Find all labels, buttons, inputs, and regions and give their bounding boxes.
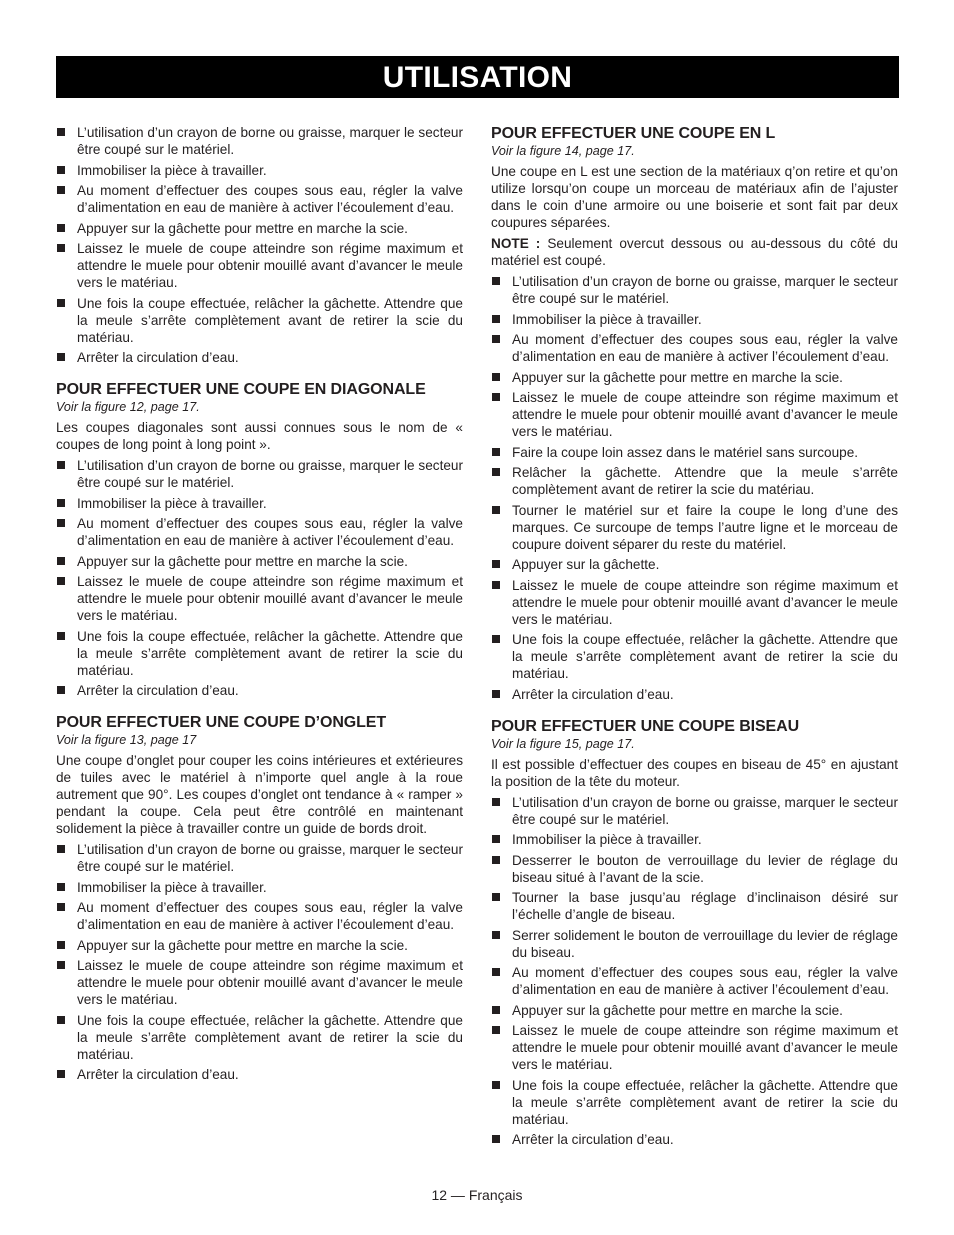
figure-reference: Voir la figure 12, page 17. bbox=[56, 400, 200, 414]
right-column bbox=[491, 124, 898, 1152]
list-item: Appuyer sur la gâchette. bbox=[491, 556, 898, 573]
square-bullet-icon bbox=[57, 941, 65, 949]
list-item: Laissez le muele de coupe atteindre son régime maximum et attendre le muele pour obtenir mouillé avant d’avancer le meule vers le matériau. bbox=[56, 957, 463, 1008]
list-item: Tourner le matériel sur et faire la coupe le long d’une des marques. Ce surcoupe de temps l’autre ligne et le morceau de coupure doivent séparer du reste du matériel. bbox=[491, 502, 898, 553]
square-bullet-icon bbox=[57, 224, 65, 232]
section-paragraph: Une coupe en L est une section de la matériaux q’on retire et qu’on utilize lorsqu’on coupe un morceau de matériaux afin de l’ajuster dans le coin d’une armoire ou une boiserie et sont fait par deux coupures séparées. bbox=[491, 164, 898, 230]
list-item: Appuyer sur la gâchette pour mettre en marche la scie. bbox=[491, 1002, 898, 1019]
list-item: Au moment d’effectuer des coupes sous eau, régler la valve d’alimentation en eau de manière à activer l’écoulement d’eau. bbox=[56, 899, 463, 933]
note-label: NOTE : bbox=[491, 236, 541, 251]
list-item: Au moment d’effectuer des coupes sous eau, régler la valve d’alimentation en eau de manière à activer l’écoulement d’eau. bbox=[56, 515, 463, 549]
square-bullet-icon bbox=[492, 1081, 500, 1089]
square-bullet-icon bbox=[492, 690, 500, 698]
list-item: Au moment d’effectuer des coupes sous eau, régler la valve d’alimentation en eau de manière à activer l’écoulement d’eau. bbox=[56, 182, 463, 216]
figure-reference: Voir la figure 14, page 17. bbox=[491, 144, 635, 158]
list-item: Arrêter la circulation d’eau. bbox=[56, 349, 463, 366]
square-bullet-icon bbox=[492, 373, 500, 381]
square-bullet-icon bbox=[57, 883, 65, 891]
square-bullet-icon bbox=[492, 560, 500, 568]
list-item: Laissez le muele de coupe atteindre son régime maximum et attendre le muele pour obtenir mouillé avant d’avancer le meule vers le matériau. bbox=[56, 240, 463, 291]
list-item: L’utilisation d’un crayon de borne ou graisse, marquer le secteur être coupé sur le matériel. bbox=[56, 124, 463, 158]
square-bullet-icon bbox=[57, 519, 65, 527]
list-item: Arrêter la circulation d’eau. bbox=[56, 682, 463, 699]
square-bullet-icon bbox=[57, 353, 65, 361]
square-bullet-icon bbox=[57, 499, 65, 507]
square-bullet-icon bbox=[492, 931, 500, 939]
square-bullet-icon bbox=[492, 968, 500, 976]
list-item: Serrer solidement le bouton de verrouillage du levier de réglage du biseau. bbox=[491, 927, 898, 961]
square-bullet-icon bbox=[492, 1135, 500, 1143]
square-bullet-icon bbox=[492, 315, 500, 323]
list-item: L’utilisation d’un crayon de borne ou graisse, marquer le secteur être coupé sur le matériel. bbox=[56, 457, 463, 491]
list-item: Appuyer sur la gâchette pour mettre en marche la scie. bbox=[56, 220, 463, 237]
bullet-list bbox=[56, 841, 463, 1083]
list-item: Laissez le muele de coupe atteindre son régime maximum et attendre le muele pour obtenir mouillé avant d’avancer le meule vers le matériau. bbox=[491, 1022, 898, 1073]
list-item: Immobiliser la pièce à travailler. bbox=[56, 162, 463, 179]
bullet-list bbox=[491, 794, 898, 1149]
section-diagonale bbox=[56, 380, 463, 699]
list-item: Desserrer le bouton de verrouillage du levier de réglage du biseau situé à l’avant de la scie. bbox=[491, 852, 898, 886]
square-bullet-icon bbox=[57, 961, 65, 969]
square-bullet-icon bbox=[492, 581, 500, 589]
square-bullet-icon bbox=[57, 557, 65, 565]
square-bullet-icon bbox=[57, 903, 65, 911]
bullet-list bbox=[491, 273, 898, 703]
list-item: L’utilisation d’un crayon de borne ou graisse, marquer le secteur être coupé sur le matériel. bbox=[491, 794, 898, 828]
section-heading: POUR EFFECTUER UNE COUPE D’ONGLET bbox=[56, 714, 387, 731]
list-item: Appuyer sur la gâchette pour mettre en marche la scie. bbox=[56, 553, 463, 570]
list-item: L’utilisation d’un crayon de borne ou graisse, marquer le secteur être coupé sur le matériel. bbox=[56, 841, 463, 875]
section-paragraph: Il est possible d’effectuer des coupes en biseau de 45° en ajustant la position de la tête du moteur. bbox=[491, 756, 898, 789]
list-item: Appuyer sur la gâchette pour mettre en marche la scie. bbox=[56, 937, 463, 954]
list-item: Une fois la coupe effectuée, relâcher la gâchette. Attendre que la meule s’arrête complètement avant de retirer la scie du matériau. bbox=[56, 628, 463, 679]
square-bullet-icon bbox=[492, 798, 500, 806]
list-item: L’utilisation d’un crayon de borne ou graisse, marquer le secteur être coupé sur le matériel. bbox=[491, 273, 898, 307]
left-column bbox=[56, 124, 463, 1087]
list-item: Faire la coupe loin assez dans le matériel sans surcoupe. bbox=[491, 444, 898, 461]
square-bullet-icon bbox=[492, 448, 500, 456]
list-item: Au moment d’effectuer des coupes sous eau, régler la valve d’alimentation en eau de manière à activer l’écoulement d’eau. bbox=[491, 964, 898, 998]
list-item: Une fois la coupe effectuée, relâcher la gâchette. Attendre que la meule s’arrête complètement avant de retirer la scie du matériau. bbox=[56, 1012, 463, 1063]
intro-bullet-list bbox=[56, 124, 463, 366]
list-item: Immobiliser la pièce à travailler. bbox=[491, 831, 898, 848]
note-paragraph bbox=[491, 235, 898, 269]
square-bullet-icon bbox=[492, 893, 500, 901]
section-paragraph: Les coupes diagonales sont aussi connues sous le nom de « coupes de long point à long point ». bbox=[56, 420, 463, 452]
list-item: Laissez le muele de coupe atteindre son régime maximum et attendre le muele pour obtenir mouillé avant d’avancer le meule vers le matériau. bbox=[491, 389, 898, 440]
square-bullet-icon bbox=[57, 632, 65, 640]
note-text: Seulement overcut dessous ou au-dessous du côté du matériel est coupé. bbox=[491, 236, 898, 268]
section-paragraph: Une coupe d’onglet pour couper les coins intérieures et extérieures de tuiles avec le matériel à n’importe quel angle à la roue autrement que 90°. Les coupes d’onglet ont tendance à « ramper » pendant la coupe. Cela peut être contrôlé en maintenant solidement la pièce à travailler contre un guide de bords droit. bbox=[56, 753, 463, 836]
square-bullet-icon bbox=[492, 506, 500, 514]
list-item: Au moment d’effectuer des coupes sous eau, régler la valve d’alimentation en eau de manière à activer l’écoulement d’eau. bbox=[491, 331, 898, 365]
square-bullet-icon bbox=[492, 1006, 500, 1014]
list-item: Immobiliser la pièce à travailler. bbox=[56, 879, 463, 896]
square-bullet-icon bbox=[492, 1026, 500, 1034]
section-onglet bbox=[56, 713, 463, 1083]
list-item: Une fois la coupe effectuée, relâcher la gâchette. Attendre que la meule s’arrête complètement avant de retirer la scie du matériau. bbox=[491, 1077, 898, 1128]
figure-reference: Voir la figure 15, page 17. bbox=[491, 736, 635, 751]
figure-reference: Voir la figure 13, page 17 bbox=[56, 733, 197, 747]
list-item: Arrêter la circulation d’eau. bbox=[56, 1066, 463, 1083]
square-bullet-icon bbox=[492, 277, 500, 285]
square-bullet-icon bbox=[57, 186, 65, 194]
square-bullet-icon bbox=[57, 686, 65, 694]
list-item: Immobiliser la pièce à travailler. bbox=[491, 311, 898, 328]
list-item: Arrêter la circulation d’eau. bbox=[491, 686, 898, 703]
square-bullet-icon bbox=[57, 166, 65, 174]
square-bullet-icon bbox=[57, 845, 65, 853]
page-footer: 12 — Français bbox=[431, 1187, 523, 1203]
square-bullet-icon bbox=[57, 577, 65, 585]
section-heading: POUR EFFECTUER UNE COUPE BISEAU bbox=[491, 717, 800, 735]
page-title-banner bbox=[56, 56, 899, 98]
square-bullet-icon bbox=[492, 835, 500, 843]
section-biseau bbox=[491, 717, 898, 1149]
section-heading: POUR EFFECTUER UNE COUPE EN L bbox=[491, 125, 776, 142]
square-bullet-icon bbox=[492, 635, 500, 643]
bullet-list bbox=[56, 457, 463, 699]
square-bullet-icon bbox=[492, 856, 500, 864]
square-bullet-icon bbox=[57, 461, 65, 469]
list-item: Tourner la base jusqu’au réglage d’inclinaison désiré sur l’échelle d’angle de biseau. bbox=[491, 889, 898, 923]
square-bullet-icon bbox=[57, 244, 65, 252]
section-coupe-en-l bbox=[491, 124, 898, 703]
list-item: Une fois la coupe effectuée, relâcher la gâchette. Attendre que la meule s’arrête complètement avant de retirer la scie du matériau. bbox=[56, 295, 463, 346]
section-heading: POUR EFFECTUER UNE COUPE EN DIAGONALE bbox=[56, 381, 426, 398]
list-item: Laissez le muele de coupe atteindre son régime maximum et attendre le muele pour obtenir mouillé avant d’avancer le meule vers le matériau. bbox=[491, 577, 898, 628]
list-item: Appuyer sur la gâchette pour mettre en marche la scie. bbox=[491, 369, 898, 386]
square-bullet-icon bbox=[57, 1016, 65, 1024]
list-item: Arrêter la circulation d’eau. bbox=[491, 1131, 898, 1148]
square-bullet-icon bbox=[57, 1070, 65, 1078]
square-bullet-icon bbox=[492, 335, 500, 343]
page-title: UTILISATION bbox=[382, 61, 573, 94]
square-bullet-icon bbox=[492, 468, 500, 476]
square-bullet-icon bbox=[492, 393, 500, 401]
square-bullet-icon bbox=[57, 128, 65, 136]
square-bullet-icon bbox=[57, 299, 65, 307]
list-item: Relâcher la gâchette. Attendre que la meule s’arrête complètement avant de retirer la scie du matériau. bbox=[491, 464, 898, 498]
list-item: Une fois la coupe effectuée, relâcher la gâchette. Attendre que la meule s’arrête complètement avant de retirer la scie du matériau. bbox=[491, 631, 898, 682]
list-item: Laissez le muele de coupe atteindre son régime maximum et attendre le muele pour obtenir mouillé avant d’avancer le meule vers le matériau. bbox=[56, 573, 463, 624]
list-item: Immobiliser la pièce à travailler. bbox=[56, 495, 463, 512]
